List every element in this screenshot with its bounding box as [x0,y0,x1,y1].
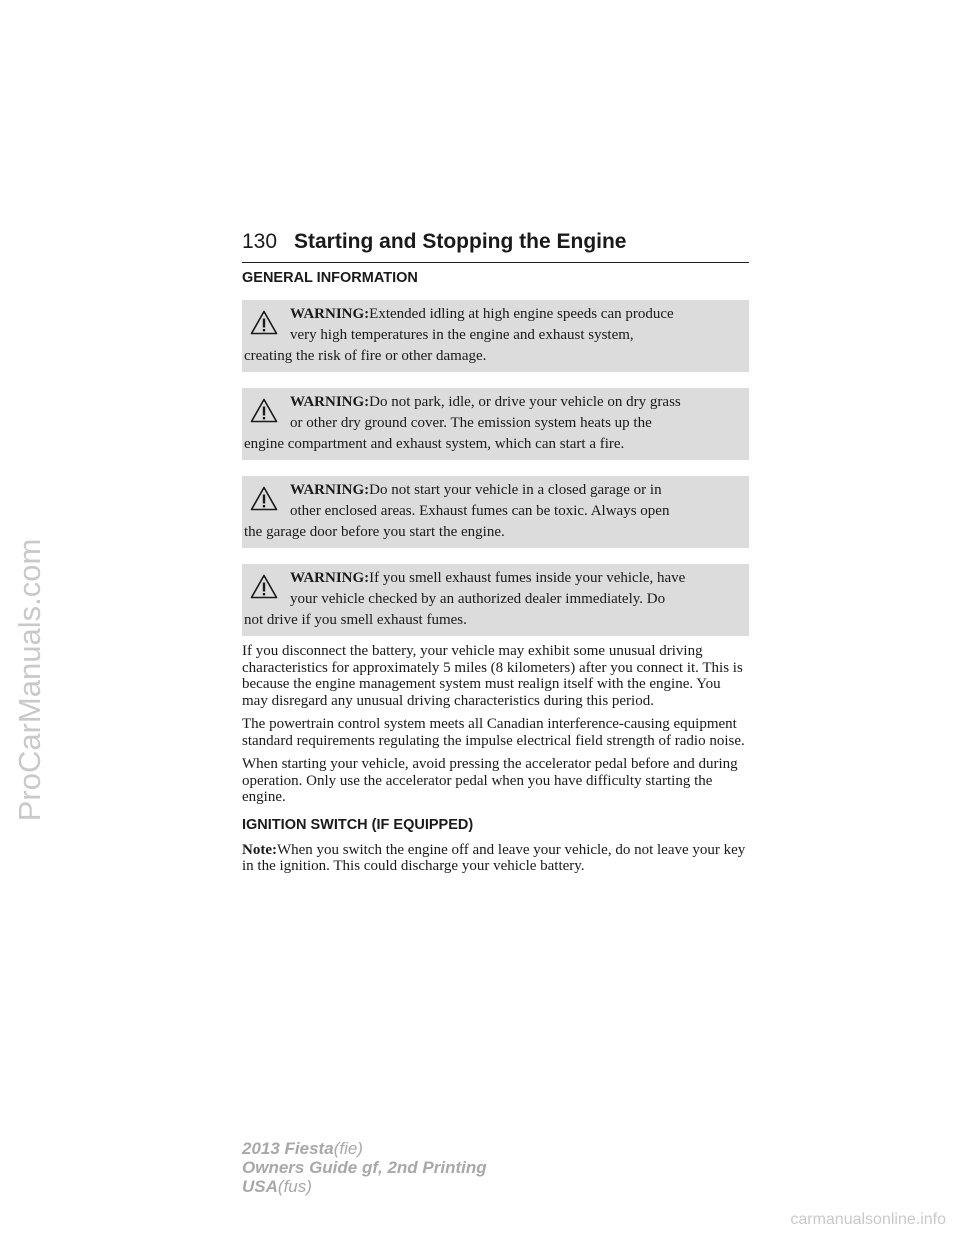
page-content [242,228,749,875]
warning-line-1: If you smell exhaust fumes inside your vehicle, have [369,570,686,586]
side-watermark-text: ProCarManuals.com [12,538,47,822]
warning-text [244,304,741,367]
warning-line-1: Extended idling at high engine speeds can produce [369,306,674,322]
side-watermark [0,0,60,1242]
warning-line-2: or other dry ground cover. The emission system heats up the [290,415,652,431]
bottom-watermark: carmanualsonline.info [790,1211,946,1228]
footer-line-1 [242,1139,487,1158]
warning-triangle-icon [250,574,278,599]
footer-model-code: (fie) [333,1139,363,1158]
footer-print-info [242,1139,487,1196]
page-header [242,228,749,263]
warning-box [242,388,749,460]
warning-line-1: Do not park, idle, or drive your vehicle on dry grass [369,394,681,410]
heading-general-information: GENERAL INFORMATION [242,270,418,286]
section-title: Starting and Stopping the Engine [294,230,627,253]
warning-box [242,300,749,372]
body-paragraph: If you disconnect the battery, your vehicle may exhibit some unusual driving characteristics for approximately 5 miles (8 kilometers) after you connect it. This is because the engine management system must realign itself with the engine. You may disregard any unusual driving characteristics during this period. [242,643,743,709]
warning-triangle-icon [250,310,278,335]
warning-triangle-icon [250,398,278,423]
warning-label: WARNING: [290,482,370,498]
warning-line-2: very high temperatures in the engine and exhaust system, [290,327,634,343]
warning-rest: creating the risk of fire or other damage. [244,348,487,364]
warning-line-2: your vehicle checked by an authorized dealer immediately. Do [290,591,666,607]
warning-text [244,568,741,631]
warning-triangle-icon [250,486,278,511]
note-paragraph [242,842,749,875]
warning-rest: engine compartment and exhaust system, which can start a fire. [244,436,625,452]
body-paragraph: When starting your vehicle, avoid pressing the accelerator pedal before and during operation. Only use the accelerator pedal when you have difficulty starting the engine. [242,756,738,805]
warning-text [244,392,741,455]
footer-line-2: Owners Guide gf, 2nd Printing [242,1158,487,1177]
warning-label: WARNING: [290,306,370,322]
warning-text [244,480,741,543]
warning-rest: the garage door before you start the engine. [244,524,505,540]
note-label: Note: [242,841,277,858]
footer-market-code: (fus) [277,1177,312,1196]
page-number: 130 [242,230,278,253]
warning-label: WARNING: [290,394,370,410]
footer-market: USA [242,1177,278,1196]
warning-box [242,564,749,636]
warning-box [242,476,749,548]
note-text: When you switch the engine off and leave your vehicle, do not leave your key in the ignition. This could discharge your vehicle battery. [242,841,746,874]
footer-model: 2013 Fiesta [242,1139,334,1158]
warning-line-2: other enclosed areas. Exhaust fumes can be toxic. Always open [290,503,670,519]
body-paragraph: The powertrain control system meets all Canadian interference-causing equipment standard requirements regulating the impulse electrical field strength of radio noise. [242,716,745,749]
footer-line-3 [242,1177,487,1196]
warning-line-1: Do not start your vehicle in a closed garage or in [369,482,662,498]
warning-label: WARNING: [290,570,370,586]
warning-rest: not drive if you smell exhaust fumes. [244,612,467,628]
heading-ignition-switch: IGNITION SWITCH (IF EQUIPPED) [242,816,474,833]
